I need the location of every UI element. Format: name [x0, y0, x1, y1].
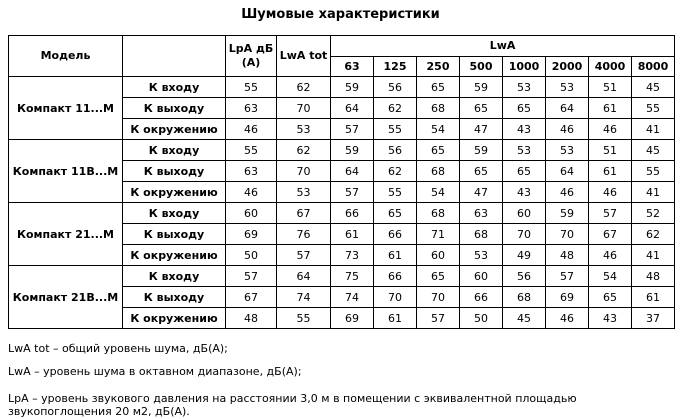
lwa-value: 62	[632, 224, 675, 245]
lwa-value: 45	[632, 77, 675, 98]
lwa-value: 57	[589, 203, 632, 224]
lwa-value: 62	[374, 98, 417, 119]
lwa-value: 46	[589, 182, 632, 203]
lwa-value: 37	[632, 308, 675, 329]
row-label: К выходу	[123, 98, 226, 119]
lwa-tot-value: 64	[277, 266, 331, 287]
lwa-value: 41	[632, 182, 675, 203]
header-lpa-line2: (А)	[242, 56, 261, 69]
lwa-value: 60	[503, 203, 546, 224]
lwa-tot-value: 70	[277, 98, 331, 119]
lwa-value: 57	[417, 308, 460, 329]
lwa-value: 68	[417, 98, 460, 119]
table-row	[9, 140, 675, 161]
header-frequency: 1000	[503, 57, 546, 77]
lwa-value: 70	[503, 224, 546, 245]
lwa-value: 69	[546, 287, 589, 308]
table-row	[9, 266, 675, 287]
lwa-value: 41	[632, 119, 675, 140]
header-frequency: 500	[460, 57, 503, 77]
row-label: К входу	[123, 140, 226, 161]
note-lwa: LwA – уровень шума в октавном диапазоне, дБ(А);	[8, 365, 673, 379]
lwa-value: 59	[331, 140, 374, 161]
noise-characteristics-table	[8, 35, 675, 329]
lwa-value: 64	[546, 161, 589, 182]
lwa-value: 75	[331, 266, 374, 287]
lwa-value: 61	[374, 308, 417, 329]
lwa-value: 53	[546, 77, 589, 98]
lwa-value: 65	[460, 98, 503, 119]
header-lpa-line1: LpA дБ	[229, 42, 274, 55]
header-frequency: 63	[331, 57, 374, 77]
header-row-top	[9, 36, 675, 57]
lwa-value: 57	[331, 119, 374, 140]
lwa-value: 64	[331, 161, 374, 182]
lwa-value: 68	[417, 161, 460, 182]
row-label: К окружению	[123, 119, 226, 140]
lwa-value: 54	[417, 182, 460, 203]
row-label: К входу	[123, 266, 226, 287]
table-row	[9, 77, 675, 98]
lwa-tot-value: 74	[277, 287, 331, 308]
table-row	[9, 203, 675, 224]
lwa-tot-value: 70	[277, 161, 331, 182]
lwa-value: 55	[632, 161, 675, 182]
lwa-value: 46	[589, 119, 632, 140]
note-lwa-tot: LwA tot – общий уровень шума, дБ(А);	[8, 342, 673, 356]
lwa-value: 55	[374, 182, 417, 203]
lwa-value: 45	[503, 308, 546, 329]
lwa-value: 57	[546, 266, 589, 287]
lwa-value: 51	[589, 140, 632, 161]
lpa-value: 48	[226, 308, 277, 329]
lwa-value: 68	[417, 203, 460, 224]
lwa-tot-value: 62	[277, 77, 331, 98]
lwa-value: 55	[374, 119, 417, 140]
lwa-value: 68	[503, 287, 546, 308]
lwa-value: 56	[374, 140, 417, 161]
lwa-value: 59	[460, 77, 503, 98]
lpa-value: 67	[226, 287, 277, 308]
lwa-value: 46	[589, 245, 632, 266]
row-label: К входу	[123, 203, 226, 224]
lwa-value: 60	[460, 266, 503, 287]
header-frequency: 8000	[632, 57, 675, 77]
lwa-value: 47	[460, 182, 503, 203]
row-label: К окружению	[123, 182, 226, 203]
model-cell: Компакт 11...М	[9, 77, 123, 140]
lwa-value: 48	[546, 245, 589, 266]
lpa-value: 69	[226, 224, 277, 245]
lwa-value: 59	[331, 77, 374, 98]
lpa-value: 50	[226, 245, 277, 266]
header-frequency: 4000	[589, 57, 632, 77]
lwa-value: 61	[589, 161, 632, 182]
lwa-value: 57	[331, 182, 374, 203]
row-label: К окружению	[123, 308, 226, 329]
lwa-value: 43	[503, 119, 546, 140]
lpa-value: 55	[226, 140, 277, 161]
lwa-value: 64	[331, 98, 374, 119]
lwa-value: 68	[460, 224, 503, 245]
header-lwa-group: LwA	[331, 36, 675, 57]
lwa-value: 59	[546, 203, 589, 224]
lwa-value: 47	[460, 119, 503, 140]
footnotes	[8, 342, 673, 419]
lwa-value: 52	[632, 203, 675, 224]
lwa-value: 65	[460, 161, 503, 182]
lwa-value: 63	[460, 203, 503, 224]
lwa-value: 46	[546, 119, 589, 140]
note-lpa: LpA – уровень звукового давления на расстоянии 3,0 м в помещении с эквивалентной площадью звукопоглощения 20 м2, дБ(А).	[8, 392, 673, 419]
lwa-value: 65	[589, 287, 632, 308]
lwa-value: 45	[632, 140, 675, 161]
lwa-value: 49	[503, 245, 546, 266]
lwa-value: 50	[460, 308, 503, 329]
lwa-value: 65	[417, 266, 460, 287]
lwa-value: 73	[331, 245, 374, 266]
header-frequency: 125	[374, 57, 417, 77]
lpa-value: 46	[226, 119, 277, 140]
header-blank	[123, 36, 226, 77]
lwa-value: 65	[417, 140, 460, 161]
lwa-value: 51	[589, 77, 632, 98]
lwa-value: 53	[460, 245, 503, 266]
lwa-value: 66	[331, 203, 374, 224]
lwa-tot-value: 62	[277, 140, 331, 161]
lwa-tot-value: 53	[277, 182, 331, 203]
lwa-tot-value: 53	[277, 119, 331, 140]
lwa-value: 65	[503, 161, 546, 182]
header-frequency: 250	[417, 57, 460, 77]
lwa-value: 48	[632, 266, 675, 287]
lwa-value: 74	[331, 287, 374, 308]
lwa-value: 53	[503, 77, 546, 98]
lpa-value: 60	[226, 203, 277, 224]
lwa-value: 60	[417, 245, 460, 266]
lwa-value: 65	[374, 203, 417, 224]
lwa-value: 61	[632, 287, 675, 308]
lwa-value: 53	[503, 140, 546, 161]
lwa-value: 66	[374, 224, 417, 245]
lwa-value: 62	[374, 161, 417, 182]
lwa-value: 46	[546, 182, 589, 203]
model-cell: Компакт 21...М	[9, 203, 123, 266]
header-model: Модель	[9, 36, 123, 77]
lwa-value: 43	[589, 308, 632, 329]
header-lpa	[226, 36, 277, 77]
lwa-value: 66	[460, 287, 503, 308]
lwa-tot-value: 76	[277, 224, 331, 245]
lwa-value: 54	[589, 266, 632, 287]
lwa-value: 61	[331, 224, 374, 245]
page-title: Шумовые характеристики	[8, 7, 673, 22]
lwa-value: 59	[460, 140, 503, 161]
lpa-value: 63	[226, 98, 277, 119]
lwa-tot-value: 57	[277, 245, 331, 266]
lwa-value: 53	[546, 140, 589, 161]
lwa-value: 71	[417, 224, 460, 245]
lpa-value: 57	[226, 266, 277, 287]
lwa-value: 61	[374, 245, 417, 266]
lpa-value: 46	[226, 182, 277, 203]
lwa-value: 70	[546, 224, 589, 245]
header-frequency: 2000	[546, 57, 589, 77]
lwa-value: 46	[546, 308, 589, 329]
model-cell: Компакт 11В...М	[9, 140, 123, 203]
lwa-value: 56	[374, 77, 417, 98]
row-label: К входу	[123, 77, 226, 98]
lwa-tot-value: 67	[277, 203, 331, 224]
lwa-tot-value: 55	[277, 308, 331, 329]
lwa-value: 65	[417, 77, 460, 98]
lwa-value: 64	[546, 98, 589, 119]
row-label: К выходу	[123, 287, 226, 308]
header-lwa-tot: LwA tot	[277, 36, 331, 77]
lwa-value: 61	[589, 98, 632, 119]
row-label: К окружению	[123, 245, 226, 266]
lwa-value: 67	[589, 224, 632, 245]
lpa-value: 55	[226, 77, 277, 98]
lwa-value: 54	[417, 119, 460, 140]
lwa-value: 66	[374, 266, 417, 287]
lwa-value: 70	[417, 287, 460, 308]
lwa-value: 41	[632, 245, 675, 266]
lwa-value: 69	[331, 308, 374, 329]
lwa-value: 43	[503, 182, 546, 203]
model-cell: Компакт 21В...М	[9, 266, 123, 329]
lwa-value: 70	[374, 287, 417, 308]
lpa-value: 63	[226, 161, 277, 182]
row-label: К выходу	[123, 224, 226, 245]
row-label: К выходу	[123, 161, 226, 182]
lwa-value: 55	[632, 98, 675, 119]
lwa-value: 65	[503, 98, 546, 119]
lwa-value: 56	[503, 266, 546, 287]
